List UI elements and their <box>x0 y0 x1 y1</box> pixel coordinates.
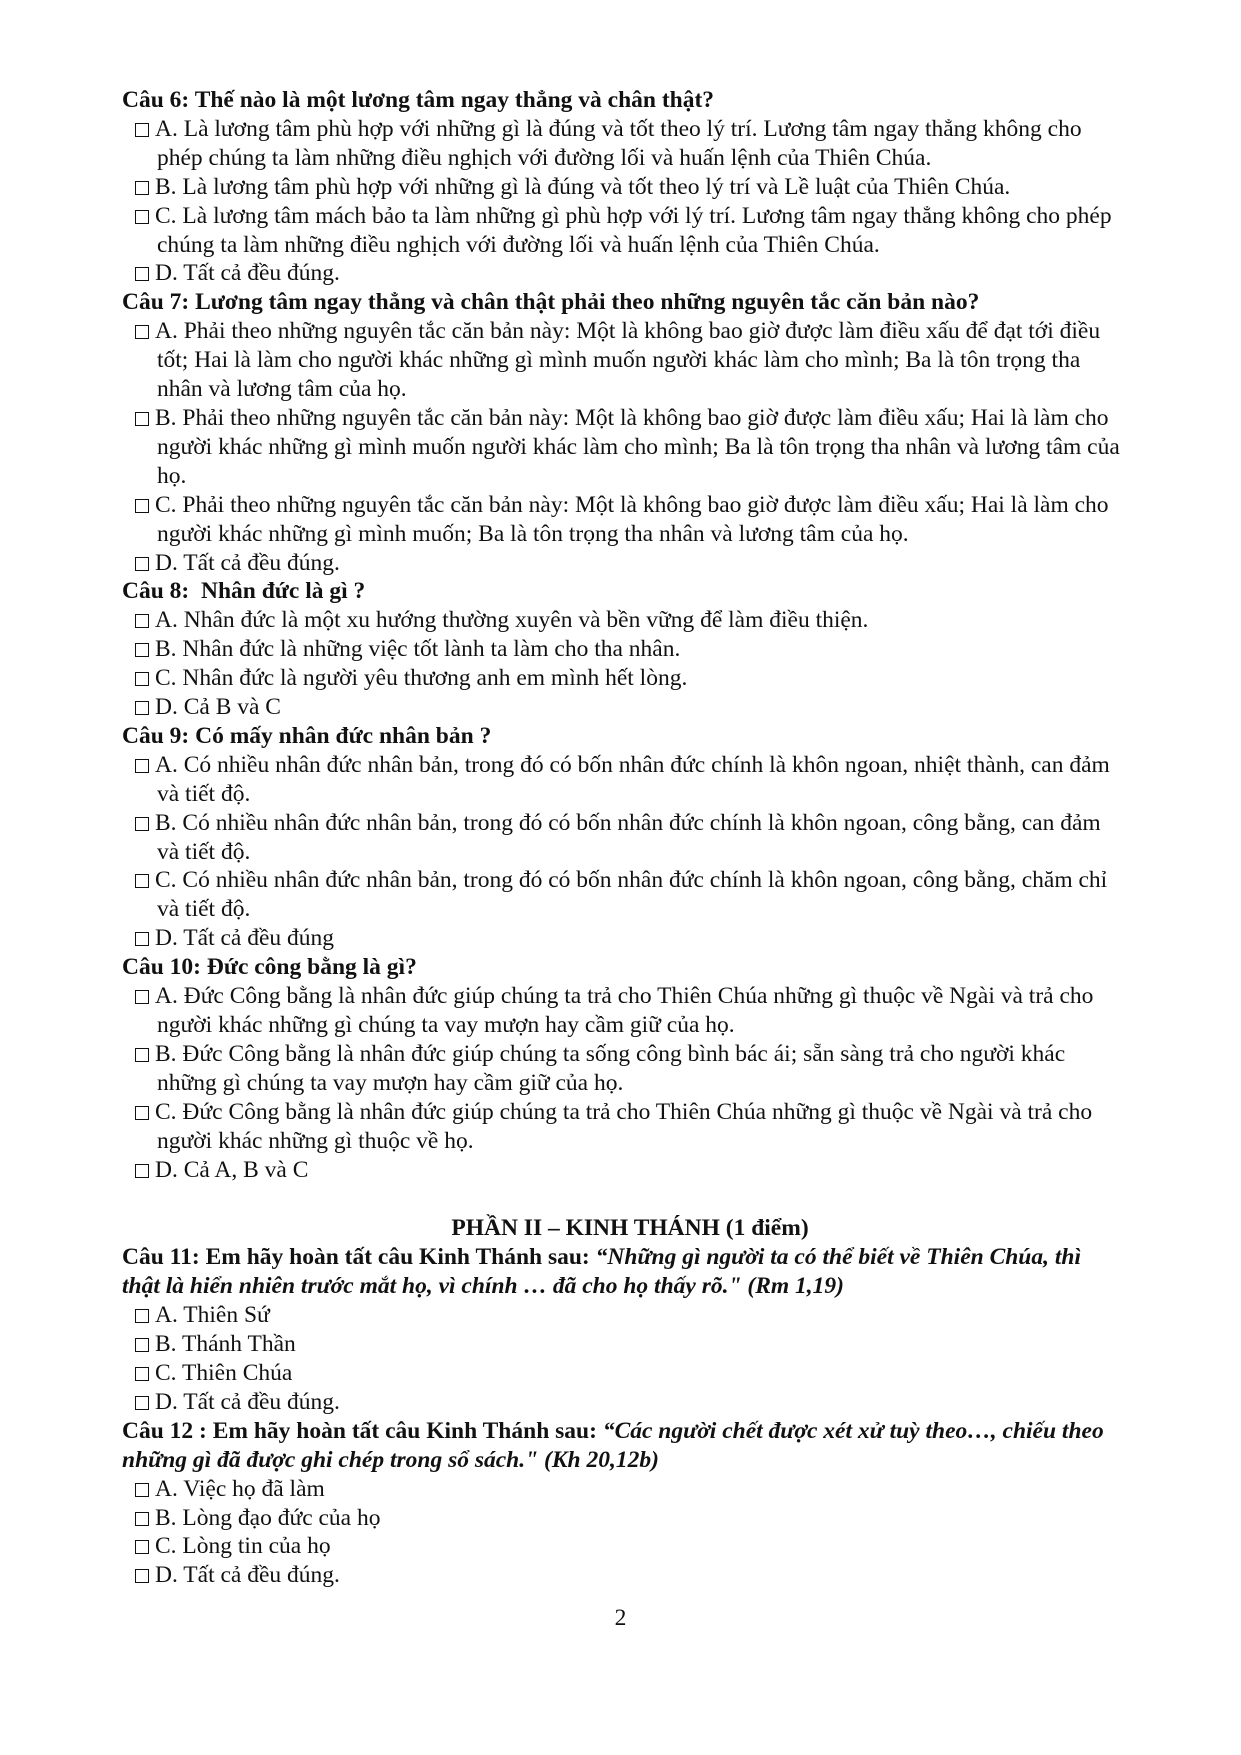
question-title: Câu 8: Nhân đức là gì ? <box>122 578 366 605</box>
answer-option[interactable] <box>122 924 1122 953</box>
option-text: C. Phải theo những nguyên tắc căn bản này: Một là không bao giờ được làm điều xấu; Hai là làm cho người khác những gì mình muốn; Ba là tôn trọng tha nhân và lương tâm của họ. <box>155 491 1109 547</box>
checkbox-icon[interactable] <box>135 1540 149 1554</box>
checkbox-icon[interactable] <box>135 990 149 1004</box>
answer-option[interactable] <box>122 1040 1122 1098</box>
answer-option[interactable] <box>122 491 1122 549</box>
option-text: C. Đức Công bằng là nhân đức giúp chúng ta trả cho Thiên Chúa những gì thuộc về Ngài và trả cho người khác những gì thuộc về họ. <box>155 1098 1093 1154</box>
option-text: A. Thiên Sứ <box>155 1302 270 1329</box>
answer-option[interactable] <box>122 1388 1122 1417</box>
answer-option[interactable] <box>122 606 1122 635</box>
checkbox-icon[interactable] <box>135 499 149 513</box>
checkbox-icon[interactable] <box>135 1164 149 1178</box>
checkbox-icon[interactable] <box>135 1367 149 1381</box>
question-label: Câu 11: Em hãy hoàn tất câu Kinh Thánh sau: <box>122 1244 596 1271</box>
answer-option[interactable] <box>122 202 1122 260</box>
checkbox-icon[interactable] <box>135 1338 149 1352</box>
checkbox-icon[interactable] <box>135 181 149 195</box>
answer-option[interactable] <box>122 635 1122 664</box>
option-text: D. Tất cả đều đúng. <box>155 260 340 287</box>
option-text: C. Là lương tâm mách bảo ta làm những gì phù hợp với lý trí. Lương tâm ngay thẳng không cho phép chúng ta làm những điều nghịch với đường lối và huấn lệnh của Thiên Chúa. <box>155 202 1112 258</box>
checkbox-icon[interactable] <box>135 1569 149 1583</box>
option-text: B. Là lương tâm phù hợp với những gì là đúng và tốt theo lý trí và Lề luật của Thiên Chúa. <box>155 173 1011 200</box>
page-content <box>122 86 1122 1590</box>
option-text: A. Có nhiều nhân đức nhân bản, trong đó có bốn nhân đức chính là khôn ngoan, nhiệt thành, can đảm và tiết độ. <box>155 751 1110 807</box>
answer-option[interactable] <box>122 404 1122 491</box>
answer-option[interactable] <box>122 1301 1122 1330</box>
option-text: B. Nhân đức là những việc tốt lành ta làm cho tha nhân. <box>155 636 681 663</box>
option-text: B. Có nhiều nhân đức nhân bản, trong đó có bốn nhân đức chính là khôn ngoan, công bằng, can đảm và tiết độ. <box>155 809 1101 865</box>
question-label: Câu 12 : Em hãy hoàn tất câu Kinh Thánh sau: <box>122 1417 603 1444</box>
option-text: A. Việc họ đã làm <box>155 1475 325 1502</box>
scripture-verse: “Các người chết được xét xử tuỳ theo…, chiếu theo những gì đã được ghi chép trong sổ sách." (Kh 20,12b) <box>122 1417 1104 1473</box>
option-text: B. Thánh Thần <box>155 1331 296 1358</box>
checkbox-icon[interactable] <box>135 701 149 715</box>
question-title <box>122 1243 1122 1301</box>
answer-option[interactable] <box>122 866 1122 924</box>
question-title: Câu 9: Có mấy nhân đức nhân bản ? <box>122 722 492 749</box>
checkbox-icon[interactable] <box>135 614 149 628</box>
scripture-verse: “Những gì người ta có thể biết về Thiên Chúa, thì thật là hiển nhiên trước mắt họ, vì chính … đã cho họ thấy rõ." (Rm 1,19) <box>122 1244 1082 1300</box>
option-text: A. Phải theo những nguyên tắc căn bản này: Một là không bao giờ được làm điều xấu để đạt tới điều tốt; Hai là làm cho người khác những gì mình muốn người khác làm cho mình; Ba là tôn trọng tha nhân và lương tâm của họ. <box>155 318 1101 403</box>
checkbox-icon[interactable] <box>135 874 149 888</box>
question-title: Câu 7: Lương tâm ngay thẳng và chân thật phải theo những nguyên tắc căn bản nào? <box>122 289 980 316</box>
question-7 <box>122 288 1122 577</box>
answer-option[interactable] <box>122 173 1122 202</box>
question-12 <box>122 1417 1122 1590</box>
section-title: PHẦN II – KINH THÁNH (1 điểm) <box>451 1215 809 1242</box>
answer-option[interactable] <box>122 1475 1122 1504</box>
checkbox-icon[interactable] <box>135 759 149 773</box>
option-text: D. Tất cả đều đúng. <box>155 1562 340 1589</box>
question-6 <box>122 86 1122 288</box>
question-10 <box>122 953 1122 1184</box>
answer-option[interactable] <box>122 982 1122 1040</box>
checkbox-icon[interactable] <box>135 643 149 657</box>
checkbox-icon[interactable] <box>135 210 149 224</box>
checkbox-icon[interactable] <box>135 1483 149 1497</box>
option-text: C. Lòng tin của họ <box>155 1533 331 1560</box>
checkbox-icon[interactable] <box>135 1512 149 1526</box>
answer-option[interactable] <box>122 549 1122 578</box>
option-text: D. Cả B và C <box>155 694 281 721</box>
option-text: B. Phải theo những nguyên tắc căn bản này: Một là không bao giờ được làm điều xấu; Hai là làm cho người khác những gì mình muốn người khác làm cho mình; Ba là tôn trọng tha nhân và lương tâm của họ. <box>155 404 1120 489</box>
option-text: A. Là lương tâm phù hợp với những gì là đúng và tốt theo lý trí. Lương tâm ngay thẳng không cho phép chúng ta làm những điều nghịch với đường lối và huấn lệnh của Thiên Chúa. <box>155 115 1082 171</box>
checkbox-icon[interactable] <box>135 817 149 831</box>
answer-option[interactable] <box>122 259 1122 288</box>
answer-option[interactable] <box>122 1098 1122 1156</box>
question-11 <box>122 1243 1122 1416</box>
option-text: D. Tất cả đều đúng. <box>155 549 340 576</box>
option-text: D. Tất cả đều đúng. <box>155 1388 340 1415</box>
option-text: D. Cả A, B và C <box>155 1156 309 1183</box>
question-title: Câu 6: Thế nào là một lương tâm ngay thẳng và chân thật? <box>122 87 715 113</box>
option-text: A. Nhân đức là một xu hướng thường xuyên và bền vững để làm điều thiện. <box>155 607 869 634</box>
checkbox-icon[interactable] <box>135 932 149 946</box>
option-text: B. Đức Công bằng là nhân đức giúp chúng ta sống công bình bác ái; sẵn sàng trả cho người khác những gì chúng ta vay mượn hay cầm giữ của họ. <box>155 1040 1066 1096</box>
answer-option[interactable] <box>122 751 1122 809</box>
checkbox-icon[interactable] <box>135 267 149 281</box>
answer-option[interactable] <box>122 317 1122 404</box>
answer-option[interactable] <box>122 1561 1122 1590</box>
answer-option[interactable] <box>122 664 1122 693</box>
option-text: C. Có nhiều nhân đức nhân bản, trong đó có bốn nhân đức chính là khôn ngoan, công bằng, chăm chỉ và tiết độ. <box>155 867 1108 923</box>
option-text: D. Tất cả đều đúng <box>155 925 335 952</box>
answer-option[interactable] <box>122 1532 1122 1561</box>
checkbox-icon[interactable] <box>135 123 149 137</box>
checkbox-icon[interactable] <box>135 1309 149 1323</box>
question-title: Câu 10: Đức công bằng là gì? <box>122 954 417 981</box>
question-title <box>122 1417 1122 1475</box>
checkbox-icon[interactable] <box>135 1396 149 1410</box>
page-number: 2 <box>614 1605 627 1631</box>
answer-option[interactable] <box>122 115 1122 173</box>
answer-option[interactable] <box>122 693 1122 722</box>
option-text: B. Lòng đạo đức của họ <box>155 1504 381 1531</box>
option-text: C. Thiên Chúa <box>155 1359 293 1386</box>
answer-option[interactable] <box>122 809 1122 867</box>
checkbox-icon[interactable] <box>135 1106 149 1120</box>
answer-option[interactable] <box>122 1359 1122 1388</box>
question-9 <box>122 722 1122 953</box>
question-8 <box>122 577 1122 722</box>
checkbox-icon[interactable] <box>135 1048 149 1062</box>
option-text: C. Nhân đức là người yêu thương anh em mình hết lòng. <box>155 665 688 692</box>
checkbox-icon[interactable] <box>135 557 149 571</box>
answer-option[interactable] <box>122 1504 1122 1533</box>
answer-option[interactable] <box>122 1156 1122 1185</box>
option-text: A. Đức Công bằng là nhân đức giúp chúng ta trả cho Thiên Chúa những gì thuộc về Ngài và trả cho người khác những gì chúng ta vay mượn hay cầm giữ của họ. <box>155 983 1094 1038</box>
answer-option[interactable] <box>122 1330 1122 1359</box>
checkbox-icon[interactable] <box>135 672 149 686</box>
checkbox-icon[interactable] <box>135 412 149 426</box>
checkbox-icon[interactable] <box>135 325 149 339</box>
